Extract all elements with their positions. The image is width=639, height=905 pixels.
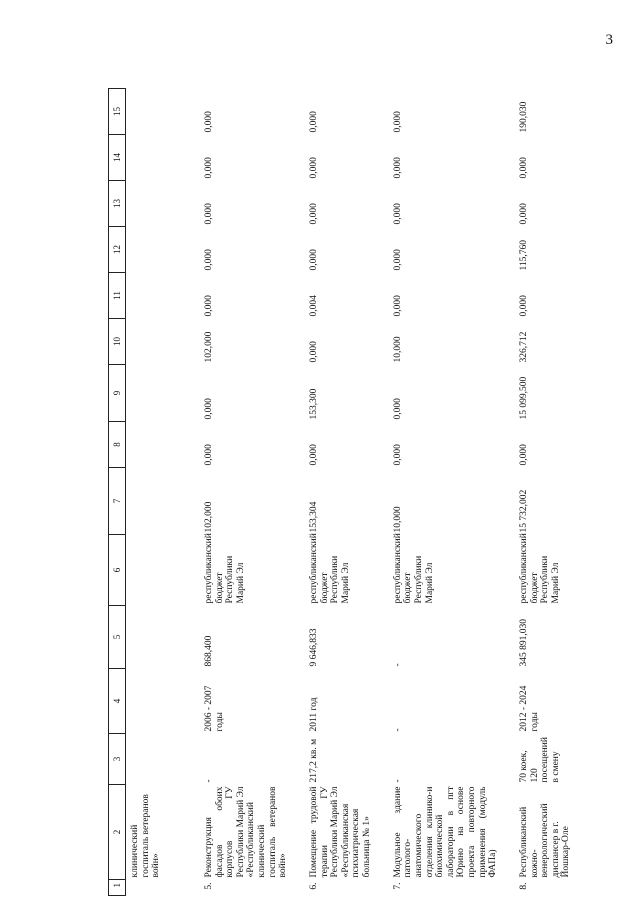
- cell-value-9: 153,300: [308, 388, 319, 420]
- cell-total: 15 732,002: [518, 489, 529, 533]
- header-col-14: 14: [109, 135, 126, 181]
- cell-value-15: 0,000: [308, 111, 319, 133]
- cell-value-11: [126, 273, 184, 319]
- cell-value-8: 0,000: [518, 444, 529, 466]
- table-header-row: [109, 89, 126, 896]
- cell-total: 10,000: [392, 506, 403, 533]
- cell-value-13: 0,000: [392, 203, 403, 225]
- cell-funding-source: республиканский бюджет Республики Марий Эл: [203, 533, 246, 604]
- cell-value-13: 0,000: [518, 203, 529, 225]
- header-col-1: 1: [109, 880, 126, 896]
- cell-capacity: [126, 734, 184, 785]
- table-row: [126, 89, 184, 896]
- cell-period: [126, 669, 184, 734]
- cell-value-12: 115,760: [518, 239, 529, 271]
- cell-estimated-cost: 868,400: [203, 635, 214, 667]
- object-name-text: клинический госпиталь ветеранов войн»: [130, 794, 162, 878]
- cell-value-8: 0,000: [203, 444, 214, 466]
- header-col-6: 6: [109, 535, 126, 606]
- cell-value-14: 0,000: [203, 157, 214, 179]
- cell-period: 2011 год: [308, 697, 319, 732]
- cell-value-14: 0,000: [308, 157, 319, 179]
- object-name-text: Модульное здание патолого-анатомического отделения клинико-и биохимической лаборатории в пгт Юрино на основе проекта повторного применения (модуль ФАПа): [392, 786, 499, 878]
- cell-value-10: 102,000: [203, 331, 214, 363]
- cell-value-11: 0,000: [203, 295, 214, 317]
- header-col-4: 4: [109, 669, 126, 734]
- cell-capacity: -: [392, 779, 403, 783]
- cell-number: 6.: [308, 882, 319, 890]
- page-number: 3: [605, 32, 613, 48]
- cell-value-9: 0,000: [203, 398, 214, 420]
- cell-number: 8.: [518, 882, 529, 890]
- cell-value-14: 0,000: [518, 157, 529, 179]
- cell-number: 5.: [203, 882, 214, 890]
- rotated-table-container: [108, 101, 572, 896]
- cell-period: -: [392, 728, 403, 732]
- cell-estimated-cost: 345 891,030: [518, 619, 529, 667]
- header-col-11: 11: [109, 273, 126, 319]
- cell-estimated-cost: [126, 606, 184, 669]
- cell-funding-source: республиканский бюджет Республики Марий Эл: [308, 533, 351, 604]
- cell-value-14: [126, 135, 184, 181]
- cell-total: 153,304: [308, 501, 319, 533]
- table-row: [499, 89, 572, 896]
- header-col-5: 5: [109, 606, 126, 669]
- header-col-12: 12: [109, 227, 126, 273]
- cell-value-8: [126, 422, 184, 468]
- header-col-3: 3: [109, 734, 126, 785]
- cell-funding-source: республиканский бюджет Республики Марий Эл: [392, 533, 435, 604]
- cell-value-11: 0,004: [308, 295, 319, 317]
- cell-capacity: 70 коек, 120 посещений в смену: [518, 737, 561, 783]
- cell-value-14: 0,000: [392, 157, 403, 179]
- cell-value-15: 190,030: [518, 101, 529, 133]
- header-col-7: 7: [109, 468, 126, 535]
- cell-value-12: 0,000: [392, 249, 403, 271]
- cell-value-12: 0,000: [308, 249, 319, 271]
- cell-capacity: -: [203, 779, 214, 783]
- cell-value-15: 0,000: [203, 111, 214, 133]
- cell-value-10: [126, 319, 184, 365]
- cell-funding-source: республиканский бюджет Республики Марий Эл: [518, 533, 561, 604]
- cell-period: 2006 - 2007 годы: [203, 685, 225, 732]
- cell-value-13: 0,000: [308, 203, 319, 225]
- cell-estimated-cost: 9 646,833: [308, 628, 319, 667]
- cell-object-name: [373, 785, 499, 880]
- cell-value-8: 0,000: [308, 444, 319, 466]
- header-col-9: 9: [109, 365, 126, 422]
- cell-value-11: 0,000: [518, 295, 529, 317]
- header-col-8: 8: [109, 422, 126, 468]
- cell-total: [126, 468, 184, 535]
- cell-value-11: 0,000: [392, 295, 403, 317]
- construction-objects-table: [108, 88, 572, 896]
- cell-funding-source: [126, 535, 184, 606]
- cell-value-13: [126, 181, 184, 227]
- header-col-2: 2: [109, 785, 126, 880]
- object-name-text: Помещение трудовой терапии ГУ Республики Марий Эл «Республиканская психиатрическая больница № 1»: [308, 786, 372, 878]
- cell-period: 2012 - 2024 годы: [518, 685, 540, 732]
- cell-object-name: [126, 785, 184, 880]
- cell-capacity: 217,2 кв. м: [308, 738, 319, 783]
- cell-value-9: 15 099,500: [518, 376, 529, 420]
- header-col-15: 15: [109, 89, 126, 135]
- cell-value-13: 0,000: [203, 203, 214, 225]
- object-name-text: Республиканский кожно-венерологический диспансер в г. Йошкар-Оле: [518, 803, 572, 878]
- table-row: [184, 89, 289, 896]
- cell-value-10: 10,000: [392, 336, 403, 363]
- table-row: [289, 89, 373, 896]
- cell-value-10: 0,000: [308, 341, 319, 363]
- table-row: [373, 89, 499, 896]
- cell-number: [126, 880, 184, 896]
- cell-value-15: 0,000: [392, 111, 403, 133]
- cell-number: 7.: [392, 882, 403, 890]
- cell-total: 102,000: [203, 501, 214, 533]
- cell-value-9: 0,000: [392, 398, 403, 420]
- cell-value-15: [126, 89, 184, 135]
- cell-value-8: 0,000: [392, 444, 403, 466]
- cell-value-9: [126, 365, 184, 422]
- header-col-10: 10: [109, 319, 126, 365]
- header-col-13: 13: [109, 181, 126, 227]
- cell-object-name: [184, 785, 289, 880]
- cell-value-12: 0,000: [203, 249, 214, 271]
- cell-value-10: 326,712: [518, 331, 529, 363]
- cell-value-12: [126, 227, 184, 273]
- cell-estimated-cost: -: [392, 663, 403, 667]
- object-name-text: Реконструкция фасадов обоих корпусов ГУ Республики Марий Эл «Республиканский клинический госпиталь ветеранов войн»: [203, 786, 289, 878]
- cell-object-name: [289, 785, 373, 880]
- cell-object-name: [499, 785, 572, 880]
